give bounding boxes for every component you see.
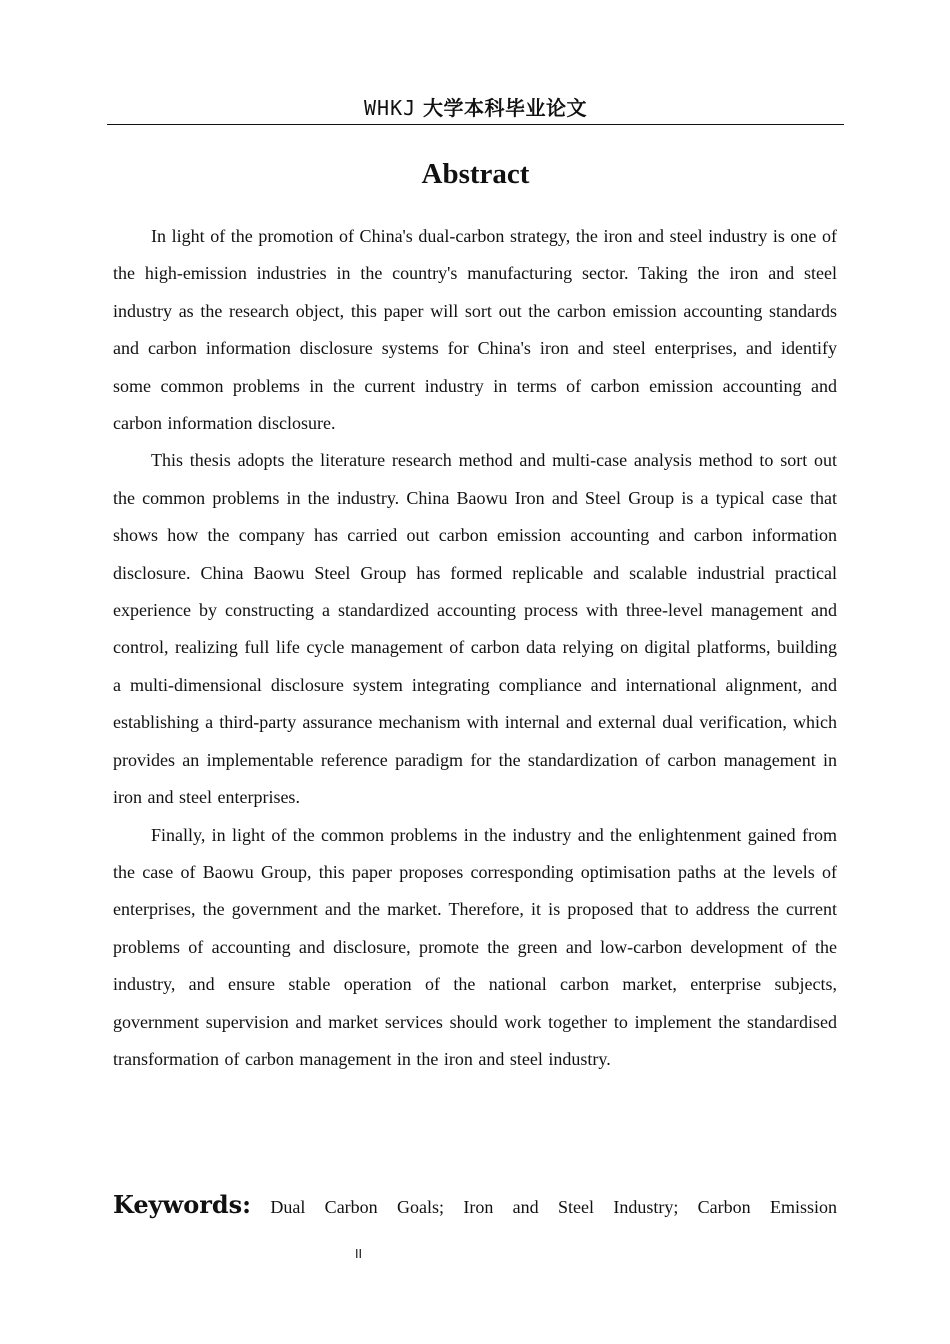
abstract-paragraph-1: In light of the promotion of China's dual-carbon strategy, the iron and steel industry is one of the high-emission industries in the country's manufacturing sector. Taking the iron and steel industry as the research object, this paper will sort out the carbon emission accounting standards and carbon information disclosure systems for China's iron and steel enterprises, and identify some common problems in the current industry in terms of carbon emission accounting and carbon information disclosure.: [113, 226, 837, 434]
keywords-label: Keywords:: [113, 1190, 252, 1219]
page-number: II: [355, 1247, 363, 1261]
abstract-paragraph-3: Finally, in light of the common problems in the industry and the enlightenment gained from the case of Baowu Group, this paper proposes corresponding optimisation paths at the levels of enterprises, the government and the market. Therefore, it is proposed that to address the current problems of accounting and disclosure, promote the green and low-carbon development of the industry, and ensure stable operation of the national carbon market, enterprise subjects, government supervision and market services should work together to implement the standardised transformation of carbon management in the iron and steel industry.: [113, 824, 837, 1069]
keywords-text: Dual Carbon Goals; Iron and Steel Industry; Carbon Emission: [270, 1197, 837, 1217]
abstract-body: [113, 218, 837, 1078]
abstract-paragraph-2: This thesis adopts the literature research method and multi-case analysis method to sort out the common problems in the industry. China Baowu Iron and Steel Group is a typical case that shows how the company has carried out carbon emission accounting and carbon information disclosure. China Baowu Steel Group has formed replicable and scalable industrial practical experience by constructing a standardized accounting process with three-level management and control, realizing full life cycle management of carbon data relying on digital platforms, building a multi-dimensional disclosure system integrating compliance and international alignment, and establishing a third-party assurance mechanism with internal and external dual verification, which provides an implementable reference paradigm for the standardization of carbon management in iron and steel enterprises.: [113, 450, 837, 808]
abstract-title: Abstract: [421, 158, 530, 190]
keywords-line: [113, 1186, 837, 1226]
running-header: [107, 94, 844, 125]
header-thesis-type: 大学本科毕业论文: [423, 96, 588, 120]
header-university-code: WHKJ: [363, 96, 417, 120]
